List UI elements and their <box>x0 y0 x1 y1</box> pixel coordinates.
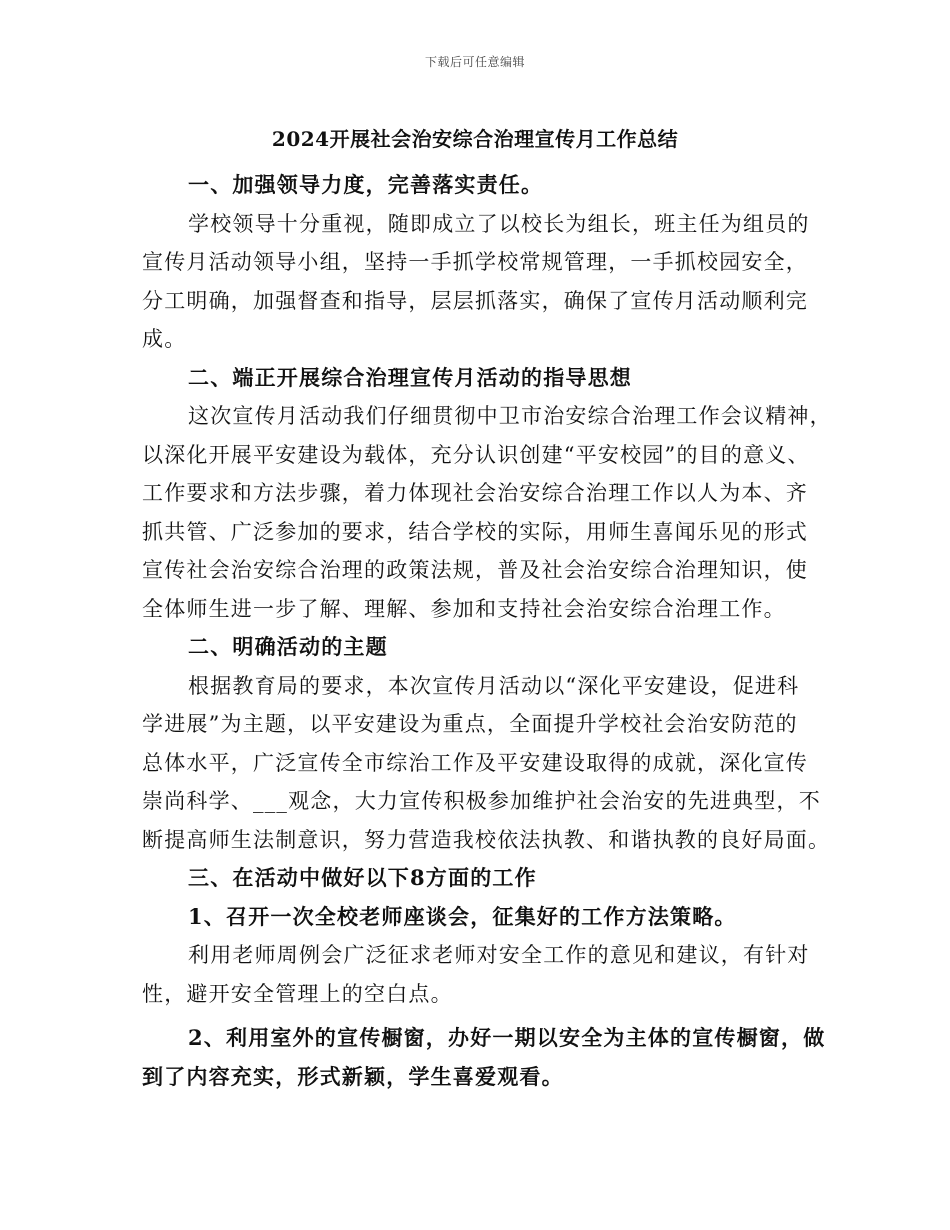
section-1-line: 学校领导十分重视，随即成立了以校长为组长，班主任为组员的 <box>188 211 810 236</box>
item-2-line: 到了内容充实，形式新颖，学生喜爱观看。 <box>142 1063 564 1089</box>
section-3-line: 断提高师生法制意识，努力营造我校依法执教、和谐执教的良好局面。 <box>142 827 831 852</box>
section-3-line: 崇尚科学、___观念，大力宣传积极参加维护社会治安的先进典型，不 <box>142 789 821 813</box>
section-1-line: 成。 <box>142 327 187 351</box>
section-3-line: 根据教育局的要求，本次宣传月活动以“深化平安建设，促进科 <box>188 673 800 698</box>
section-2-line: 这次宣传月活动我们仔细贯彻中卫市治安综合治理工作会议精神， <box>188 404 832 428</box>
section-2-line: 全体师生进一步了解、理解、参加和支持社会治安综合治理工作。 <box>142 596 786 621</box>
header-note: 下载后可任意编辑 <box>424 55 525 69</box>
item-1-heading: 1、召开一次全校老师座谈会，征集好的工作方法策略。 <box>188 903 737 929</box>
item-2-line: 2、利用室外的宣传橱窗，办好一期以安全为主体的宣传橱窗，做 <box>188 1025 826 1050</box>
section-2-line: 宣传社会治安综合治理的政策法规，普及社会治安综合治理知识，使 <box>142 558 808 582</box>
item-1-line: 性，避开安全管理上的空白点。 <box>142 981 453 1006</box>
item-1-line: 利用老师周例会广泛征求老师对安全工作的意见和建议，有针对 <box>188 943 810 967</box>
document-body <box>142 166 832 1096</box>
section-3-heading: 二、明确活动的主题 <box>188 634 388 659</box>
document-title: 2024开展社会治安综合治理宣传月工作总结 <box>271 127 679 151</box>
section-1-line: 分工明确，加强督查和指导，层层抓落实，确保了宣传月活动顺利完 <box>142 288 808 313</box>
section-2-line: 抓共管、广泛参加的要求，结合学校的实际，用师生喜闻乐见的形式 <box>142 519 808 544</box>
section-2-line: 以深化开展平安建设为载体，充分认识创建“平安校园”的目的意义、 <box>142 442 810 467</box>
section-2-line: 工作要求和方法步骤，着力体现社会治安综合治理工作以人为本、齐 <box>142 481 808 505</box>
section-1-line: 宣传月活动领导小组，坚持一手抓学校常规管理，一手抓校园安全， <box>142 250 808 274</box>
section-1-heading: 一、加强领导力度，完善落实责任。 <box>188 172 544 197</box>
section-3-line: 总体水平，广泛宣传全市综治工作及平安建设取得的成就，深化宣传 <box>142 750 808 775</box>
section-4-heading: 三、在活动中做好以下8方面的工作 <box>188 865 537 890</box>
section-2-heading: 二、端正开展综合治理宣传月活动的指导思想 <box>188 364 632 390</box>
section-3-line: 学进展”为主题，以平安建设为重点，全面提升学校社会治安防范的 <box>142 712 798 736</box>
